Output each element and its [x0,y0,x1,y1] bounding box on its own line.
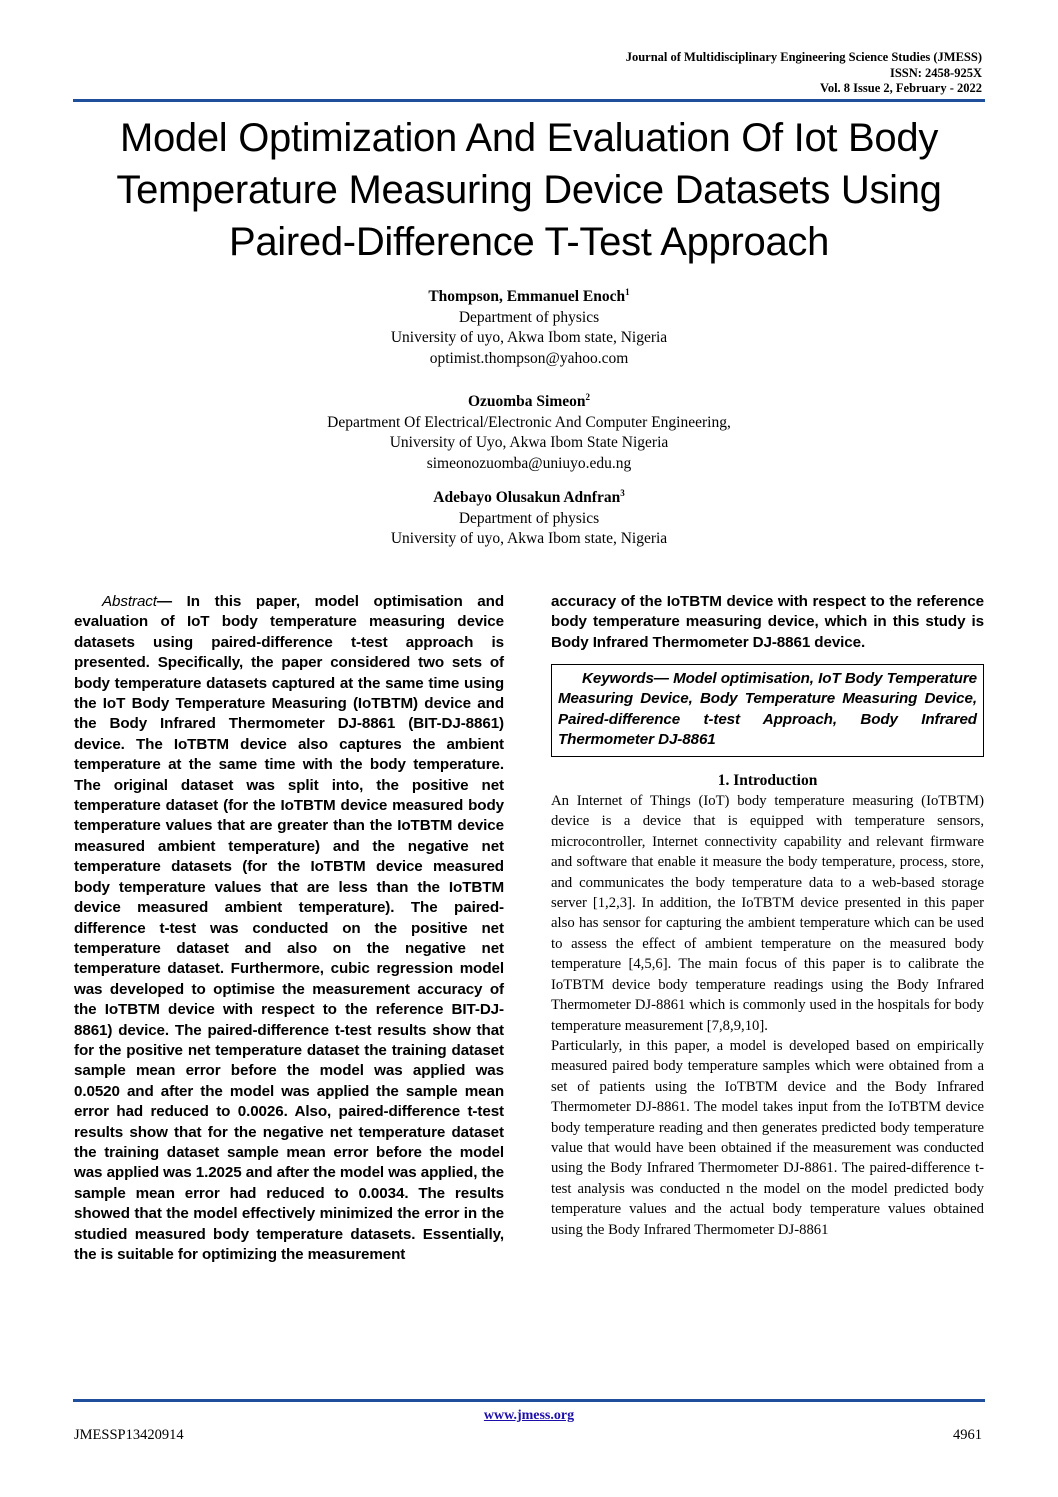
abstract-text: In this paper, model optimisation and evaluation of IoT body temperature measuring device datasets using paired-difference t-test approach is presented. Specifically, the paper considered two sets of body temperature datasets captured at the same time using the IoT Body Temperature Measuring (IoTBTM) device and the Body Infrared Thermometer DJ-8861 (BIT-DJ-8861) device. The IoTBTM device also captures the ambient temperature at the same time with the body temperature. The original dataset was split into, the positive net temperature dataset (for the IoTBTM device measured body temperature values that are greater than the IoTBTM device measured ambient temperature) and the negative net temperature datasets (for the IoTBTM device measured body temperature values that are less than the IoTBTM device measured ambient temperature). The paired-difference t-test was conducted on the positive net temperature dataset and also on the negative net temperature dataset. Furthermore, cubic regression model was developed to optimise the measurement accuracy of the IoTBTM device with respect to the reference BIT-DJ-8861) device. The paired-difference t-test results show that for the positive net temperature dataset the training dataset sample mean error before the model was applied was 0.0520 and after the model was applied the sample mean error had reduced to 0.0026. Also, paired-difference t-test results show that for the negative net temperature dataset the training dataset sample mean error before the model was applied was 1.2025 and after the model was applied, the sample mean error had reduced to 0.0034. The results showed that the model effectively minimized the error in the studied measured body temperature datasets. Essentially, the is suitable for optimizing the measurement [74,593,504,1263]
journal-volume: Vol. 8 Issue 2, February - 2022 [819,81,982,95]
author-email[interactable]: optimist.thompson@yahoo.com [429,349,629,367]
abstract-continuation: accuracy of the IoTBTM device with respect to the reference body temperature measuring device, which in this study is Body Infrared Thermometer DJ-8861 device. [551,593,984,651]
keywords-label: Keywords [582,670,654,688]
author-affiliation-mark: 3 [620,488,625,499]
introduction-paragraph-2: Particularly, in this paper, a model is developed based on empirically measured paired body temperature samples which were obtained from a set of patients using the IoTBTM device and the Body Infrared Thermometer DJ-8861. The model takes input from the IoTBTM device body temperature reading and then generates predicted body temperature value that would have been obtained if the measurement was conducted using the Body Infrared Thermometer DJ-8861. The paired-difference t-test analysis was conducted n the model on the model predicted body temperature values and the actual body temperature values obtained using the Body Infrared Thermometer DJ-8861 [551,1037,984,1238]
footer-divider [73,1399,985,1402]
abstract-left-column [74,592,504,1265]
keywords-text: Model optimisation, IoT Body Temperature Measuring Device, Body Temperature Measuring Device, Paired-difference t-test Approach, Body Infrared Thermometer DJ-8861 [558,670,977,748]
author-institution: University of uyo, Akwa Ibom state, Nigeria [390,329,668,347]
author-affiliation-mark: 1 [625,287,630,297]
author-department: Department Of Electrical/Electronic And Computer Engineering, [327,413,731,431]
right-column [551,592,984,1240]
author-department: Department of physics [458,308,600,326]
author-2 [0,387,1058,474]
author-institution: University of uyo, Akwa Ibom state, Nigeria [390,530,668,548]
paper-id: JMESSP13420914 [74,1427,184,1443]
title-line-3: Paired-Difference T-Test Approach [228,220,830,264]
journal-name: Journal of Multidisciplinary Engineering Science Studies (JMESS) [625,50,982,64]
introduction-body [551,791,984,1240]
introduction-heading: 1. Introduction [717,772,818,790]
author-name: Ozuomba Simeon [467,393,586,411]
journal-header [382,50,982,97]
author-institution: University of Uyo, Akwa Ibom State Nigeria [389,434,669,452]
title-line-2: Temperature Measuring Device Datasets Using [116,168,942,212]
author-3 [0,483,1058,550]
keywords-box [551,664,984,757]
introduction-paragraph-1: An Internet of Things (IoT) body temperature measuring (IoTBTM) device is a device that is equipped with temperature sensors, microcontroller, Internet connectivity capability and relevant firmware and software that enable it measure the body temperature, process, store, and communicates the body temperature data to a web-based storage server [1,2,3]. In addition, the IoTBTM device presented in this paper also has sensor for capturing the ambient temperature which can be used to assess the effect of ambient temperature on the measured body temperature [4,5,6]. The main focus of this paper is to calibrate the IoTBTM device body temperature readings using the Body Infrared Thermometer DJ-8861 which is commonly used in the hospitals for body temperature measurement [7,8,9,10]. [551,793,984,1034]
journal-issn: ISSN: 2458-925X [889,65,982,80]
abstract-label: Abstract [102,593,157,610]
header-divider [73,99,985,102]
author-department: Department of physics [458,509,600,527]
abstract-dash: — [156,593,187,610]
journal-website-link[interactable]: www.jmess.org [483,1408,575,1423]
author-name: Adebayo Olusakun Adnfran [433,489,621,507]
author-name: Thompson, Emmanuel Enoch [428,288,626,306]
keywords-dash: — [653,670,674,688]
author-1 [0,282,1058,369]
page-number: 4961 [953,1427,982,1443]
author-email[interactable]: simeonozuomba@uniuyo.edu.ng [426,454,632,472]
paper-title [60,112,998,268]
title-line-1: Model Optimization And Evaluation Of Iot Body [119,116,939,160]
author-block [0,282,1058,550]
author-affiliation-mark: 2 [585,392,591,403]
